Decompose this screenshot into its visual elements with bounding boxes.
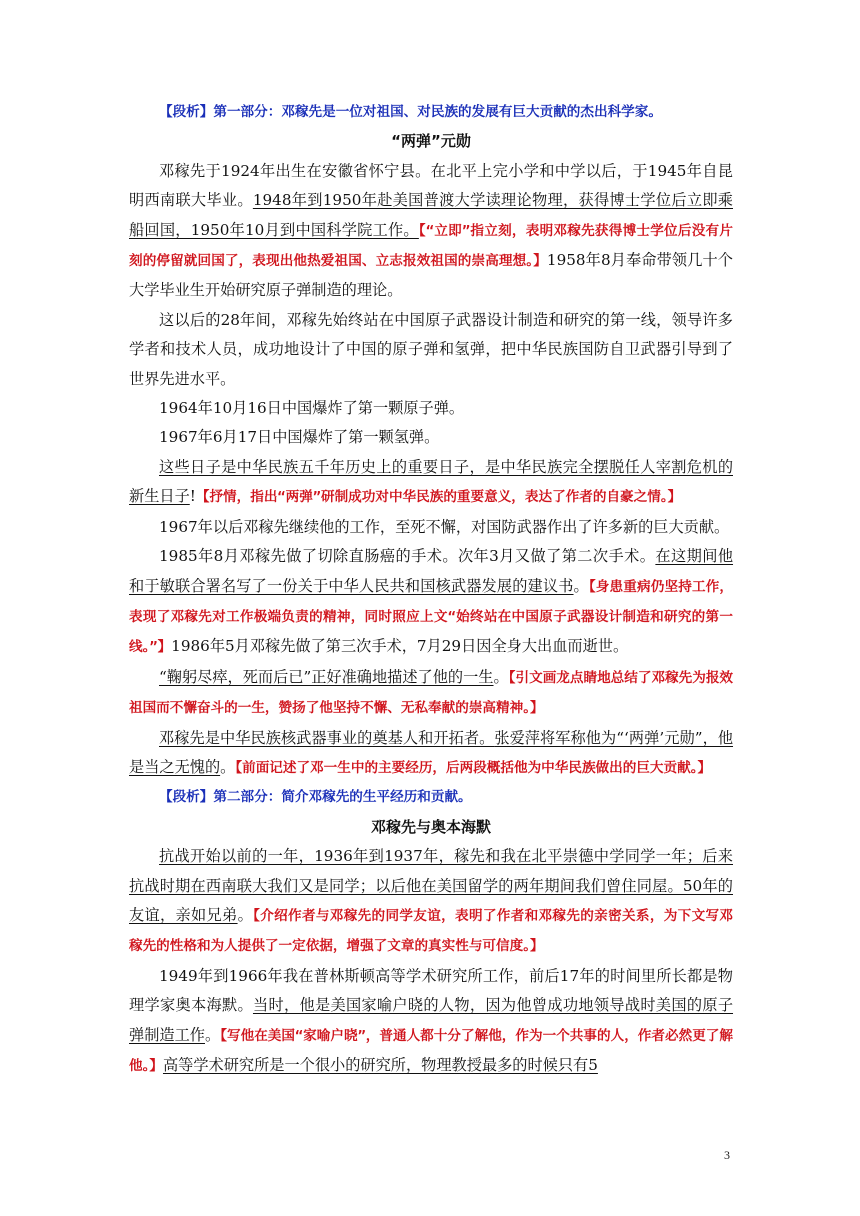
underlined-text: “鞠躬尽瘁，死而后已”正好准确地描述了他的一生 (159, 667, 494, 686)
page-number: 3 (724, 1148, 730, 1162)
text: 。 (493, 667, 509, 686)
analysis-text: 【段析】第一部分：邓稼先是一位对祖国、对民族的发展有巨大贡献的杰出科学家。 (159, 104, 662, 120)
paragraph (129, 394, 733, 423)
underlined-text: 张爱萍将军称他为“‘两弹’元勋”，他是当之无愧的 (129, 728, 734, 776)
annotation: 【前面记述了邓一生中的主要经历，后两段概括他为中华民族做出的巨大贡献。】 (235, 759, 712, 776)
paragraph (129, 663, 733, 724)
annotation: 【介绍作者与邓稼先的同学友谊，表明了作者和邓稼先的亲密关系，为下文写邓稼先的性格和为人提供了一定依据，增强了文章的真实性与可信度。】 (129, 907, 734, 955)
underlined-text: 邓稼先是中华民族核武器事业的奠基人和开拓者。 (159, 728, 495, 747)
paragraph (129, 962, 733, 1082)
text: 。 (237, 905, 254, 924)
text: 1949年到1966年我在普林斯顿高等学术研究所工作，前后17年的时间里所长都是物理学家奥本海默。 (129, 966, 733, 1015)
underlined-text: 抗战开始以前的一年，1936年到1937年，稼先和我在北平崇德中学同学一年；后来抗战时期在西南联大我们又是同学；以后他在美国留学的两年期间我们曾住同屋。50年的友谊，亲如兄弟 (129, 847, 733, 924)
text: 这以后的28年间，邓稼先始终站在中国原子武器设计制造和研究的第一线，领导许多学者和技术人员，成功地设计了中国的原子弹和氢弹，把中华民族国防自卫武器引导到了世界先进水平。 (129, 310, 733, 388)
text: 。 (204, 1025, 221, 1044)
text: 邓稼先于1924年出生在安徽省怀宁县。在北平上完小学和中学以后，于1945年自昆明西南联大毕业。 (129, 161, 733, 210)
text: 1985年8月邓稼先做了切除直肠癌的手术。次年3月又做了第二次手术。 (159, 547, 656, 566)
underlined-text: 高等学术研究所是一个很小的研究所，物理教授最多的时候只有5 (162, 1056, 598, 1074)
text: 。 (573, 576, 589, 595)
text: 1967年6月17日中国爆炸了第一颗氢弹。 (159, 428, 440, 447)
text: 1964年10月16日中国爆炸了第一颗原子弹。 (159, 399, 465, 418)
underlined-text: 在这期间他和于敏联合署名写了一份关于中华人民共和国核武器发展的建议书 (129, 547, 734, 595)
section-heading-liangdan: “两弹”元勋 (391, 132, 471, 151)
analysis-text: 【段析】第二部分：简介邓稼先的生平经历和贡献。 (159, 789, 472, 806)
document-body (129, 98, 733, 1081)
paragraph (129, 453, 733, 513)
text: 1986年5月邓稼先做了第三次手术，7月29日因全身大出血而逝世。 (171, 637, 629, 656)
annotation: 【身患重病仍坚持工作，表现了邓稼先对工作极端负责的精神，同时照应上文“始终站在中国原子武器设计制造和研究的第一线。”】 (129, 578, 734, 656)
paragraph (129, 724, 733, 784)
text: ! (189, 487, 196, 506)
underlined-text: 当时，他是美国家喻户晓的人物，因为他曾成功地领导战时美国的原子弹制造工作 (129, 996, 734, 1044)
paragraph (129, 513, 733, 542)
text: 1958年8月奉命带领几十个大学毕业生开始研究原子弹制造的理论。 (129, 251, 733, 300)
section-heading-oppenheimer: 邓稼先与奥本海默 (370, 817, 491, 836)
paragraph (129, 542, 733, 663)
annotation: 【“立即”指立刻，表明邓稼先获得博士学位后没有片刻的停留就回国了，表现出他热爱祖国、立志报效祖国的崇高理想。】 (129, 222, 733, 270)
text: 。 (220, 757, 236, 776)
paragraph (129, 306, 733, 394)
annotation: 【抒情，指出“两弹”研制成功对中华民族的重要意义，表达了作者的自豪之情。】 (195, 489, 682, 506)
section-analysis-1 (129, 98, 733, 127)
paragraph (129, 423, 733, 452)
paragraph (129, 157, 733, 306)
underlined-text: 这些日子是中华民族五千年历史上的重要日子，是中华民族完全摆脱任人宰割危机的新生日子 (129, 457, 733, 506)
annotation: 【引文画龙点睛地总结了邓稼先为报效祖国而不懈奋斗的一生，赞扬了他坚持不懈、无私奉献的崇高精神。】 (129, 669, 734, 717)
section-analysis-2 (129, 783, 733, 812)
text: 1967年以后邓稼先继续他的工作，至死不懈，对国防武器作出了许多新的巨大贡献。 (159, 517, 730, 536)
underlined-text: 1948年到1950年赴美国普渡大学读理论物理，获得博士学位后立即乘船回国，1950年10月到中国科学院工作。 (129, 191, 733, 239)
paragraph (129, 842, 733, 962)
annotation: 【写他在美国“家喻户晓”，普通人都十分了解他，作为一个共事的人，作者必然更了解他。】 (129, 1027, 734, 1074)
